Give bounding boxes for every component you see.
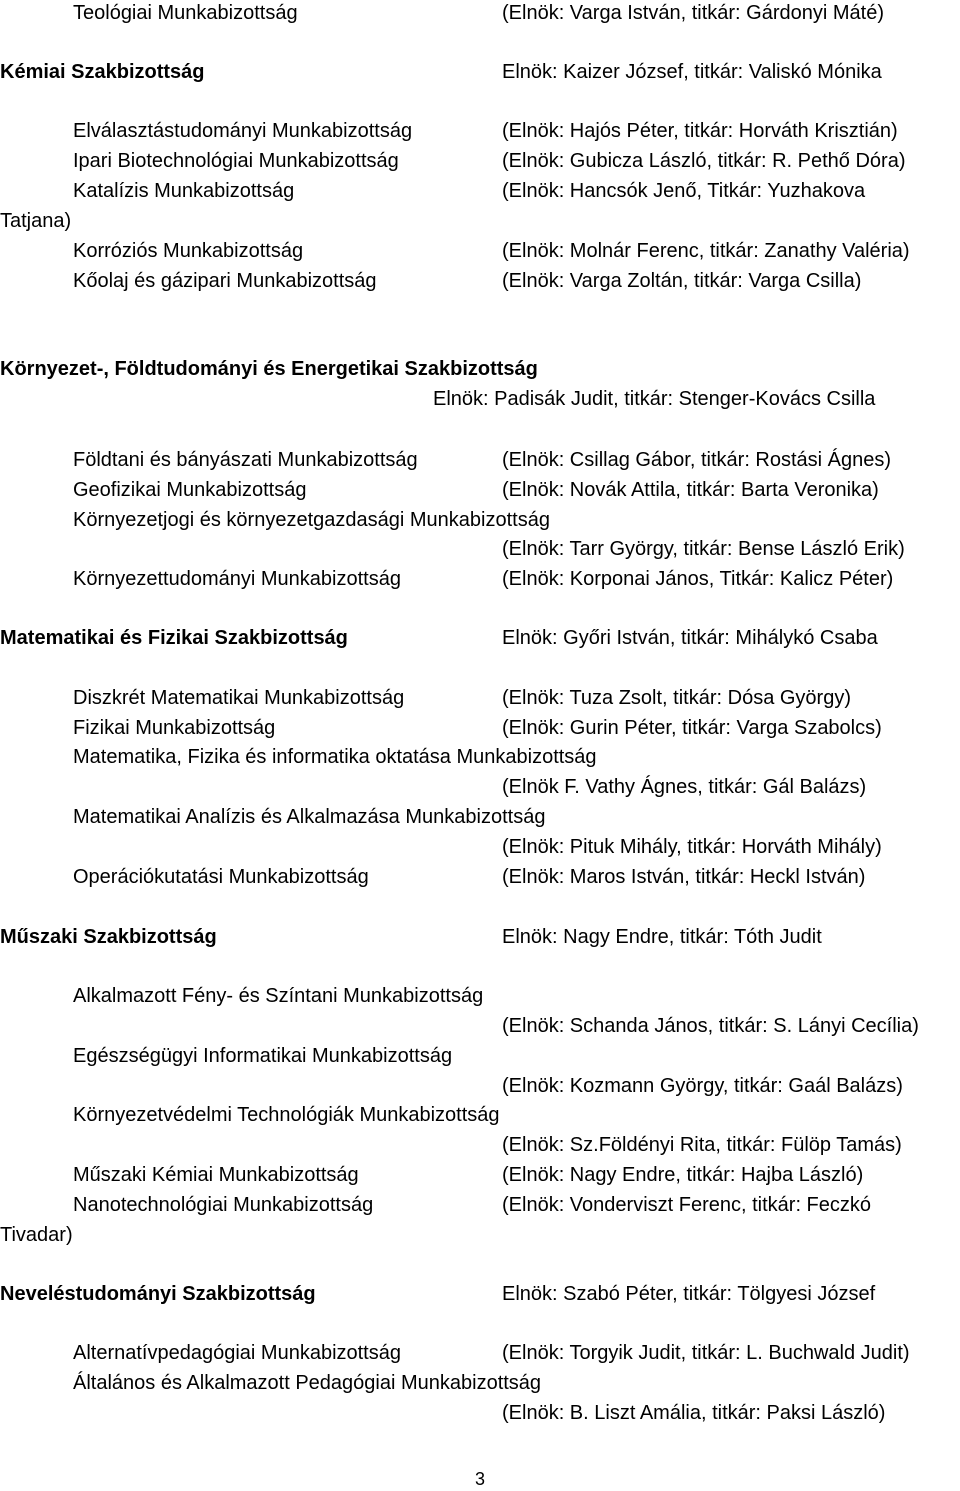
committee-name: Általános és Alkalmazott Pedagógiai Munkabizottság — [73, 1372, 542, 1394]
subject-committee-officers: Elnök: Kaizer József, titkár: Valiskó Mónika — [502, 61, 882, 83]
committee-name: Egészségügyi Informatikai Munkabizottság — [73, 1045, 453, 1067]
subject-committee-heading: Környezet-, Földtudományi és Energetikai Szakbizottság — [0, 358, 538, 380]
committee-officers: (Elnök: Varga Zoltán, titkár: Varga Csilla) — [502, 270, 862, 292]
committee-officers: (Elnök: Maros István, titkár: Heckl István) — [502, 866, 866, 888]
committee-name: Kőolaj és gázipari Munkabizottság — [73, 270, 377, 292]
committee-officers-continued: Tivadar) — [0, 1224, 73, 1246]
committee-name: Katalízis Munkabizottság — [73, 180, 295, 202]
subject-committee-heading: Neveléstudományi Szakbizottság — [0, 1283, 316, 1305]
committee-name: Környezetvédelmi Technológiák Munkabizottság — [73, 1104, 500, 1126]
page-number: 3 — [474, 1469, 485, 1489]
subject-committee-officers: Elnök: Padisák Judit, titkár: Stenger-Kovács Csilla — [433, 388, 876, 410]
committee-officers: (Elnök: Schanda János, titkár: S. Lányi Cecília) — [502, 1015, 919, 1037]
committee-name: Korróziós Munkabizottság — [73, 240, 304, 262]
committee-name: Nanotechnológiai Munkabizottság — [73, 1194, 374, 1216]
committee-name: Alkalmazott Fény- és Színtani Munkabizottság — [73, 985, 484, 1007]
committee-name: Környezettudományi Munkabizottság — [73, 568, 401, 590]
committee-officers: (Elnök: Sz.Földényi Rita, titkár: Fülöp Tamás) — [502, 1134, 902, 1156]
committee-name: Fizikai Munkabizottság — [73, 717, 276, 739]
committee-officers: (Elnök: Gurin Péter, titkár: Varga Szabolcs) — [502, 717, 882, 739]
committee-name: Földtani és bányászati Munkabizottság — [73, 449, 418, 471]
committee-name: Matematikai Analízis és Alkalmazása Munkabizottság — [73, 806, 546, 828]
committee-officers: (Elnök: Novák Attila, titkár: Barta Veronika) — [502, 479, 879, 501]
committee-name: Geofizikai Munkabizottság — [73, 479, 307, 501]
committee-officers: (Elnök: Hancsók Jenő, Titkár: Yuzhakova — [502, 180, 866, 202]
subject-committee-officers: Elnök: Szabó Péter, titkár: Tölgyesi József — [502, 1283, 876, 1305]
committee-officers: (Elnök: Kozmann György, titkár: Gaál Balázs) — [502, 1075, 903, 1097]
committee-officers: (Elnök: Torgyik Judit, titkár: L. Buchwald Judit) — [502, 1342, 910, 1364]
committee-officers: (Elnök: Tuza Zsolt, titkár: Dósa György) — [502, 687, 851, 709]
committee-name: Ipari Biotechnológiai Munkabizottság — [73, 150, 399, 172]
committee-officers: (Elnök: Nagy Endre, titkár: Hajba László) — [502, 1164, 864, 1186]
committee-name: Műszaki Kémiai Munkabizottság — [73, 1164, 359, 1186]
committee-name: Elválasztástudományi Munkabizottság — [73, 120, 413, 142]
subject-committee-heading: Műszaki Szakbizottság — [0, 926, 217, 948]
committee-name: Operációkutatási Munkabizottság — [73, 866, 369, 888]
committee-officers: (Elnök: Csillag Gábor, titkár: Rostási Ágnes) — [502, 449, 892, 471]
committee-officers: (Elnök: Varga István, titkár: Gárdonyi Máté) — [502, 2, 885, 24]
committee-officers: (Elnök: Molnár Ferenc, titkár: Zanathy Valéria) — [502, 240, 910, 262]
committee-name: Diszkrét Matematikai Munkabizottság — [73, 687, 405, 709]
committee-name: Környezetjogi és környezetgazdasági Munkabizottság — [73, 509, 550, 531]
committee-name: Matematika, Fizika és informatika oktatása Munkabizottság — [73, 746, 597, 768]
committee-officers: (Elnök: B. Liszt Amália, titkár: Paksi László) — [502, 1402, 886, 1424]
committee-officers: (Elnök: Vonderviszt Ferenc, titkár: Feczkó — [502, 1194, 872, 1216]
committee-officers: (Elnök: Pituk Mihály, titkár: Horváth Mihály) — [502, 836, 882, 858]
committee-officers-continued: Tatjana) — [0, 210, 72, 232]
subject-committee-officers: Elnök: Nagy Endre, titkár: Tóth Judit — [502, 926, 822, 948]
subject-committee-heading: Kémiai Szakbizottság — [0, 61, 205, 83]
subject-committee-heading: Matematikai és Fizikai Szakbizottság — [0, 627, 348, 649]
subject-committee-officers: Elnök: Győri István, titkár: Mihálykó Csaba — [502, 627, 878, 649]
committee-officers: (Elnök: Korponai János, Titkár: Kalicz Péter) — [502, 568, 894, 590]
committee-officers: (Elnök: Hajós Péter, titkár: Horváth Krisztián) — [502, 120, 898, 142]
committee-officers: (Elnök: Gubicza László, titkár: R. Pethő Dóra) — [502, 150, 906, 172]
committee-name: Alternatívpedagógiai Munkabizottság — [73, 1342, 401, 1364]
committee-officers: (Elnök F. Vathy Ágnes, titkár: Gál Balázs) — [502, 776, 867, 798]
committee-name: Teológiai Munkabizottság — [73, 2, 298, 24]
committee-officers: (Elnök: Tarr György, titkár: Bense László Erik) — [502, 538, 905, 560]
